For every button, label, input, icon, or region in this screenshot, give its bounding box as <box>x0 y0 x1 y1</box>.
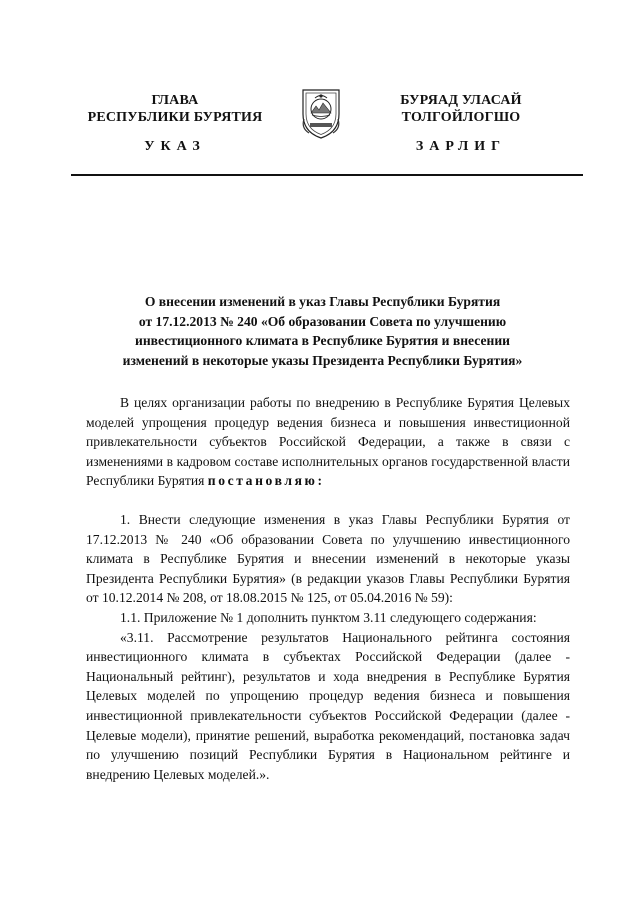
document-kind-russian: УКАЗ <box>144 139 206 154</box>
header-left-line1: ГЛАВА <box>151 93 199 108</box>
document-body <box>86 393 570 784</box>
title-line: от 17.12.2013 № 240 «Об образовании Совета по улучшению <box>138 313 507 329</box>
item-1-paragraph: 1. Внести следующие изменения в указ Главы Республики Бурятия от 17.12.2013 № 240 «Об образовании Совета по улучшению инвестиционного климата в Республике Бурятия и внесении изменений в некоторые указы Президента Республики Бурятия» (в редакции указов Главы Республики Бурятия от 10.12.2014 № 208, от 18.08.2015 № 125, от 05.04.2016 № 59): <box>86 511 570 606</box>
decree-keyword: постановляю: <box>207 473 325 489</box>
document-title <box>95 292 550 370</box>
coat-of-arms-icon <box>297 84 345 140</box>
header-left-line2: РЕСПУБЛИКИ БУРЯТИЯ <box>87 110 263 125</box>
title-line: О внесении изменений в указ Главы Республики Бурятия <box>144 294 501 309</box>
header-right-line2: ТОЛГОЙЛОГШО <box>401 110 521 125</box>
document-kind-buryat: ЗАРЛИГ <box>415 139 507 154</box>
header-divider <box>71 174 583 176</box>
header-right-line1: БУРЯАД УЛАСАЙ <box>400 93 522 108</box>
item-1-1-paragraph: 1.1. Приложение № 1 дополнить пунктом 3.11 следующего содержания: <box>120 609 537 625</box>
intro-paragraph <box>86 393 570 491</box>
title-line: изменений в некоторые указы Президента Республики Бурятия» <box>122 352 523 368</box>
intro-text: В целях организации работы по внедрению в Республике Бурятия Целевых моделей упрощения процедур ведения бизнеса и повышения инвестиционной привлекательности субъектов Российской Федерации, а также в связи с изменениями в кадровом составе исполнительных органов государственной власти Республики Бурятия <box>86 395 570 489</box>
quoted-paragraph: «3.11. Рассмотрение результатов Национального рейтинга состояния инвестиционного климата в субъектах Российской Федерации (далее - Национальный рейтинг), результатов и хода внедрения в Республике Бурятия Целевых моделей по упрощению процедур ведения бизнеса и повышения инвестиционной привлекательности субъектов Российской Федерации (далее - Целевые модели), принятие решений, выработка рекомендаций, постановка задач по улучшению позиций Республики Бурятия в Национальном рейтинге и внедрению Целевых моделей.». <box>86 629 570 782</box>
header-left <box>86 92 264 126</box>
header-right <box>372 92 550 126</box>
title-line: инвестиционного климата в Республике Бурятия и внесении <box>135 333 510 349</box>
